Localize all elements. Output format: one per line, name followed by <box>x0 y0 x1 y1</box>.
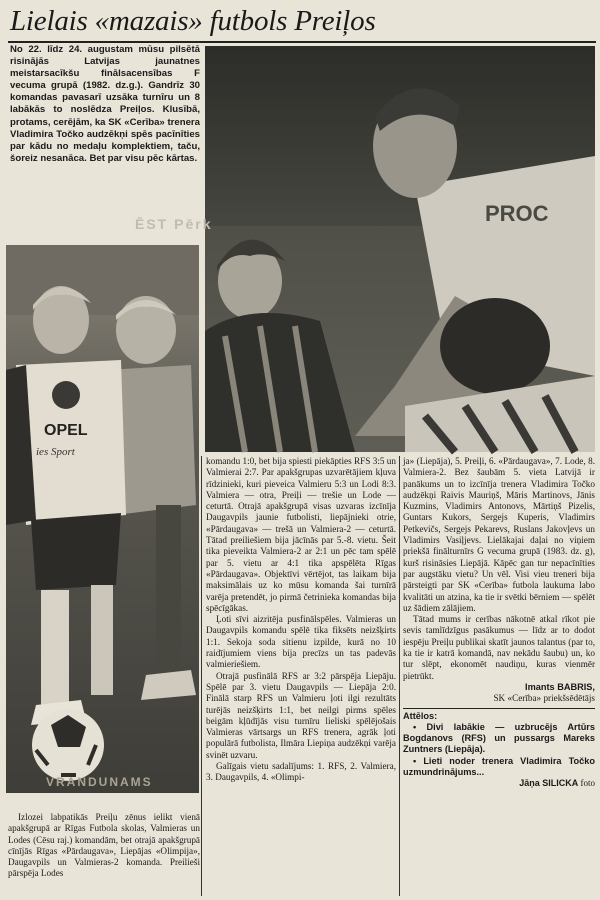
article-paragraph: komandu 1:0, bet bija spiesti piekāpties RFS 3:5 un Valmierai 2:7. Par apakšgrupas uzvarētājiem kļuva rīdzinieki, kuri pieveica Valmieru 5:3 un Lodi 8:3. Valmiera — otra, Preiļi — trešie un Lode — ceturtā. Otrajā apakšgrupā visas uzvaras izcīnīja Daugavpils jaunie futbolisti, liepājnieki otrie, «Pārdaugava» — trešā un Valmiera-2 — ceturtā. Tātad preiliešiem bija jācīnās par 5.-8. vietu. Šeit tika pieveikta Valmiera-2 ar 2:1 un pēc tam spēlē par 5. vietu ar 4:1 tika apspēlēta Rīgas «Pārdaugava». Objektīvi vērtējot, tas laikam bija maksimālais uz ko mūsu komanda šai turnīrā varēja pretendēt, jo pirmā četrinieka komandas bija spēcīgākas. <box>206 456 396 613</box>
lead-paragraph: No 22. līdz 24. augustam mūsu pilsētā risinājās Latvijas jaunatnes meistarsacīkšu finālsacensības F vecuma grupā (1982. dz.g.). Gandrīz 30 komandas pavasarī uzsāka turnīru un 8 labākās to noslēdza Preiļos. Klusībā, protams, cerējām, ka SK «Cerība» trenera Vladimira Točko audzēkņi spēs pacīnīties par kādu no medaļu komplektiem, taču, šoreiz nesanāca. Bet par visu pēc kārtas. <box>10 44 200 164</box>
photo-credit <box>403 778 595 789</box>
credit-suffix: foto <box>578 778 595 789</box>
article-column-right <box>403 456 595 790</box>
headline: Lielais «mazais» futbols Preiļos <box>10 5 376 37</box>
jersey-opel-text: OPEL <box>44 422 88 439</box>
headline-rule <box>8 41 596 43</box>
background-board-text: PROC <box>485 201 549 226</box>
ghost-text-bottom: VRANDUNAMS <box>46 775 153 789</box>
article-paragraph: Ļoti sīvi aizritēja pusfinālspēles. Valmieras un Daugavpils komandu spēlē tika fiksēts neizšķirts 1:1. Sekoja soda sitienu izpilde, kurā no 10 raidījumiem viens bija precīzs un tas padevās valmieriešiem. <box>206 614 396 670</box>
column-divider-1 <box>201 456 202 896</box>
author-role: SK «Cerība» priekšsēdētājs <box>493 693 595 704</box>
ghost-text: ĒST Pērk <box>135 216 213 232</box>
caption-item: • Divi labākie — uzbrucējs Artūrs Bogdanovs (RFS) un pussargs Mareks Zuntners (Liepāja). <box>403 721 595 755</box>
article-paragraph: ja» (Liepāja), 5. Preiļi, 6. «Pārdaugava», 7. Lode, 8. Valmiera-2. Bez šaubām 5. vieta Latvijā ir panākums un to izcīnīja trenera Vladimira Točko audzēkņi Raivis Mauriņš, Māris Martinovs, Jānis Kuzmins, Vladimirs Antonovs, Mārtiņš Pizelis, Guntars Kukors, Sergejs Kuperis, Vladimirs Petkevičs, Sergejs Pekarevs, Ruslans Jakovļevs un Vladimirs Vasiļjevs. Lielākajai daļai no viņiem priekšā finālturnīrs G vecuma grupā (1983. dz. g), kurš risināsies Liepājā. Kāpēc gan tur nepacīnīties par augstāku vietu? Un vēl. Visi vieu treneri bija pārsteigti par SK «Cerība» futbola laukuma labo kvalitāti un atzina, ka tie ir svētki bērniem — spēlēt uz šādiem zālājiem. <box>403 456 595 613</box>
article-paragraph: Tātad mums ir cerības nākotnē atkal rīkot pie sevis tamlīdzīgus pasākumus — līdz ar to dodot iespēju Preiļu publikai skatīt jaunos talantus (par to, ka tie ir katrā komandā, nav nekādu šaubu) un, ko tur slēpt, ekonomēt naudiņu, kuras vienmēr pietrūkt. <box>403 614 595 681</box>
captions-title: Attēlos: <box>403 710 438 721</box>
article-paragraph: Izlozei labpatikās Preiļu zēnus ielikt vienā apakšgrupā ar Rīgas Futbola skolas, Valmieras un Lodes (Cēsu raj.) komandām, bet otrajā apakšgrupā cīnījās Rīgas «Pārdaugava», Liepājas «Olimpija», Daugavpils un Valmieras-2 komanda. Preilieši pārspēja Lodes <box>8 812 200 879</box>
photographer-name: Jāņa SILICKA <box>519 778 579 789</box>
column-divider-2 <box>399 456 400 896</box>
article-column-left <box>8 812 200 880</box>
article-paragraph: Galīgais vietu sadalījums: 1. RFS, 2. Valmiera, 3. Daugavpils, 4. «Olimpi- <box>206 761 396 783</box>
caption-item: • Lieti noder trenera Vladimira Točko uzmundrinājums... <box>403 755 595 778</box>
article-paragraph: Otrajā pusfinālā RFS ar 3:2 pārspēja Liepāju. Spēlē par 3. vietu Daugavpils — Liepāja 2:0. Finālā starp RFS un Valmieru ļoti ilgi rezultāts turējās neizšķirts 1:1, bet neilgi pirms spēles beigām kļūdījās visu turnīru lieliski spēlējošais Valmieras vārtsargs un RFS trenera, agrāk ļoti populārā futbolista, Ilmāra Liepiņa audzēkņi varēja svinēt uzvaru. <box>206 670 396 760</box>
photo-coach-with-children <box>135 46 595 452</box>
article-column-middle <box>206 456 396 784</box>
photo-two-best-players <box>6 245 199 793</box>
jersey-sponsor-text: ies Sport <box>36 446 75 458</box>
photo-coach-svg <box>205 46 595 452</box>
photo-players-svg <box>6 245 199 793</box>
author-name: Imants BABRIS, <box>525 681 595 692</box>
caption-separator <box>403 708 595 709</box>
